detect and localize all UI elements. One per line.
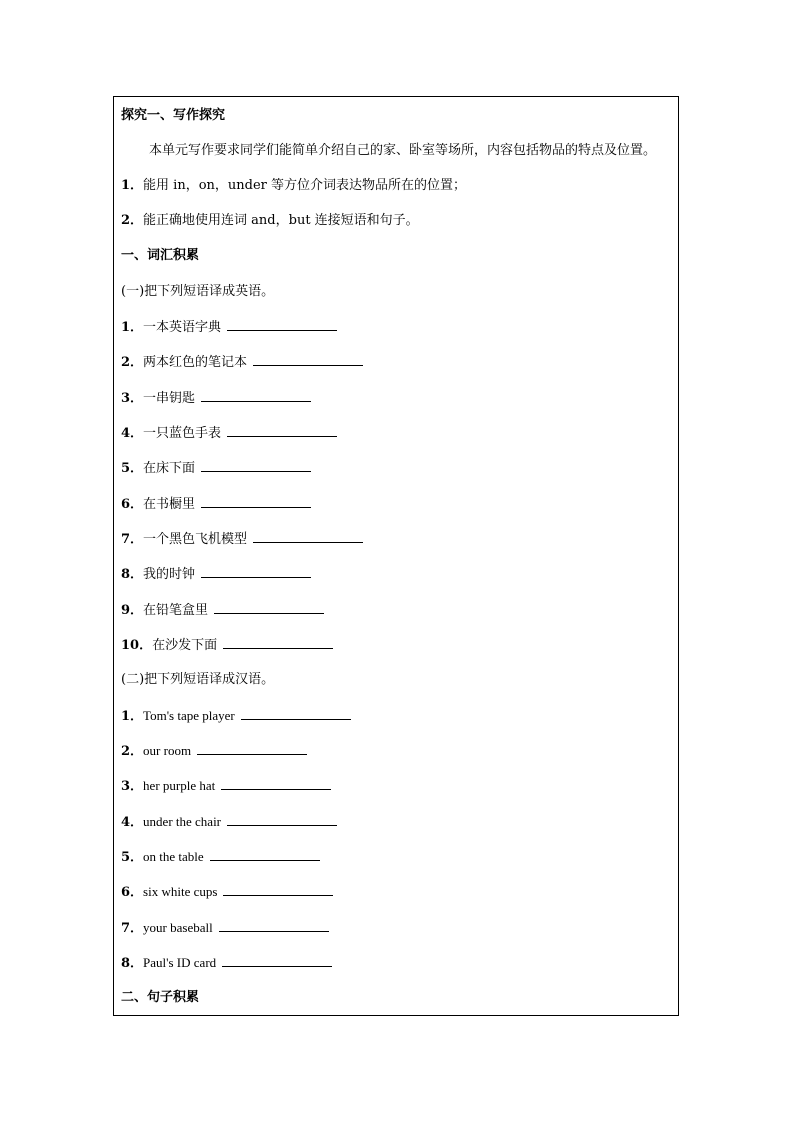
list-item: 6．six white cups <box>121 883 333 902</box>
answer-blank[interactable] <box>201 459 311 472</box>
answer-blank[interactable] <box>227 424 337 437</box>
answer-blank[interactable] <box>201 495 311 508</box>
list-item: 2．两本红色的笔记本 <box>121 353 363 372</box>
worksheet-box <box>113 96 679 1016</box>
answer-blank[interactable] <box>210 848 320 861</box>
part2-heading: (二)把下列短语译成汉语。 <box>121 672 275 687</box>
answer-blank[interactable] <box>201 389 311 402</box>
answer-blank[interactable] <box>223 636 333 649</box>
part1-heading: (一)把下列短语译成英语。 <box>121 284 275 299</box>
answer-blank[interactable] <box>201 565 311 578</box>
section-title: 探究一、写作探究 <box>121 108 226 123</box>
vocab-heading: 一、词汇积累 <box>121 248 200 263</box>
list-item: 6．在书橱里 <box>121 495 311 514</box>
answer-blank[interactable] <box>227 318 337 331</box>
answer-blank[interactable] <box>219 919 329 932</box>
goal-item: 2．能正确地使用连词 and，but 连接短语和句子。 <box>121 213 419 228</box>
answer-blank[interactable] <box>241 707 351 720</box>
answer-blank[interactable] <box>197 742 307 755</box>
list-item: 2．our room <box>121 742 307 761</box>
list-item: 8．我的时钟 <box>121 565 311 584</box>
answer-blank[interactable] <box>221 777 331 790</box>
answer-blank[interactable] <box>214 601 324 614</box>
goal-item: 1．能用 in，on，under 等方位介词表达物品所在的位置； <box>121 178 467 193</box>
list-item: 3．一串钥匙 <box>121 389 311 408</box>
sentence-heading: 二、句子积累 <box>121 990 200 1005</box>
list-item: 10．在沙发下面 <box>121 636 333 655</box>
list-item: 3．her purple hat <box>121 777 331 796</box>
list-item: 5．on the table <box>121 848 320 867</box>
intro-paragraph: 本单元写作要求同学们能简单介绍自己的家、卧室等场所，内容包括物品的特点及位置。 <box>149 143 657 158</box>
list-item: 7．一个黑色飞机模型 <box>121 530 363 549</box>
list-item: 4．under the chair <box>121 813 337 832</box>
list-item: 1．Tom's tape player <box>121 707 351 726</box>
list-item: 1．一本英语字典 <box>121 318 337 337</box>
answer-blank[interactable] <box>222 954 332 967</box>
answer-blank[interactable] <box>253 353 363 366</box>
answer-blank[interactable] <box>253 530 363 543</box>
list-item: 5．在床下面 <box>121 459 311 478</box>
list-item: 7．your baseball <box>121 919 329 938</box>
answer-blank[interactable] <box>223 883 333 896</box>
answer-blank[interactable] <box>227 813 337 826</box>
list-item: 8．Paul's ID card <box>121 954 332 973</box>
list-item: 4．一只蓝色手表 <box>121 424 337 443</box>
list-item: 9．在铅笔盒里 <box>121 601 324 620</box>
